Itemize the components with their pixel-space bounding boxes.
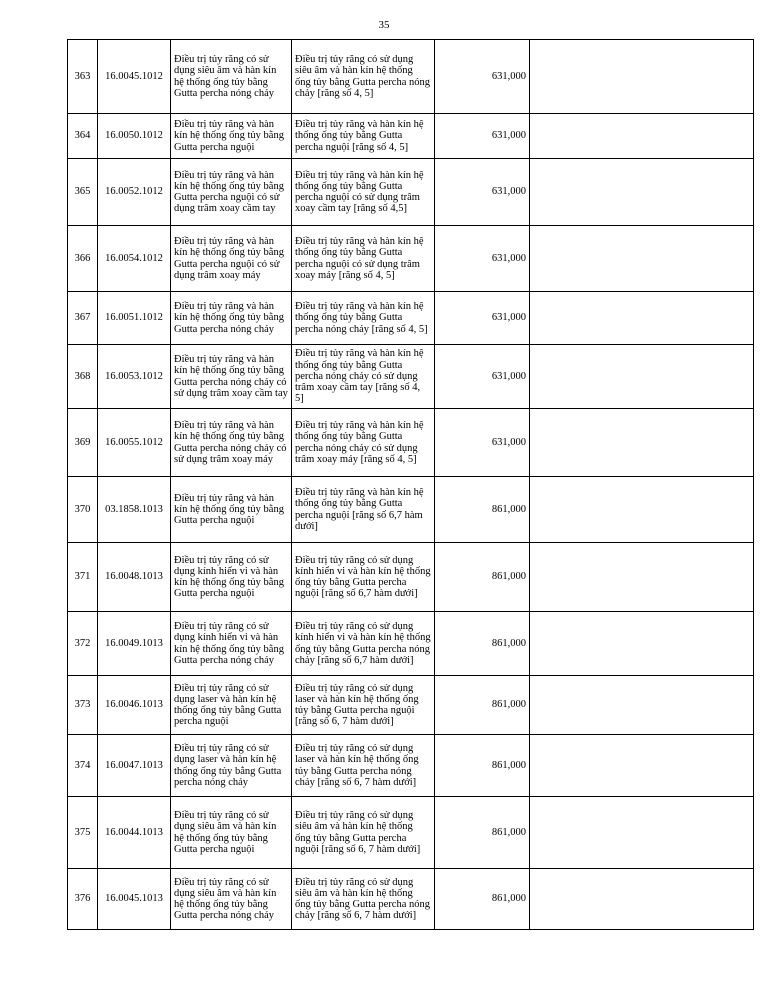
note	[530, 735, 754, 797]
service-code: 16.0048.1013	[98, 543, 171, 612]
price-table	[67, 39, 754, 930]
row-number: 365	[68, 159, 98, 226]
table-row	[68, 292, 754, 345]
table-row	[68, 477, 754, 543]
service-name: Điều trị tủy răng có sử dụng siêu âm và hàn kín hệ thống ống tủy bằng Gutta percha nóng chảy	[171, 40, 292, 114]
row-number: 376	[68, 869, 98, 930]
service-name: Điều trị tủy răng có sử dụng siêu âm và hàn kín hệ thống ống tủy bằng Gutta percha nóng chảy	[171, 869, 292, 930]
row-number: 368	[68, 345, 98, 409]
service-name: Điều trị tủy răng và hàn kín hệ thống ống tủy bằng Gutta percha nguội	[171, 477, 292, 543]
row-number: 363	[68, 40, 98, 114]
service-name: Điều trị tủy răng và hàn kín hệ thống ống tủy bằng Gutta percha nguội có sử dụng trâm xoay cầm tay	[171, 159, 292, 226]
note	[530, 159, 754, 226]
price: 631,000	[435, 226, 530, 292]
service-name-detail: Điều trị tủy răng và hàn kín hệ thống ống tủy bằng Gutta percha nguội [răng số 4, 5]	[292, 114, 435, 159]
row-number: 373	[68, 676, 98, 735]
service-name-detail: Điều trị tủy răng và hàn kín hệ thống ống tủy bằng Gutta percha nóng chảy [răng số 4, 5]	[292, 292, 435, 345]
service-name-detail: Điều trị tủy răng có sử dụng siêu âm và hàn kín hệ thống ống tủy bằng Gutta percha nóng chảy [răng số 6, 7 hàm dưới]	[292, 869, 435, 930]
service-name-detail: Điều trị tủy răng có sử dụng laser và hàn kín hệ thống ống tủy bằng Gutta percha nguội [răng số 6, 7 hàm dưới]	[292, 676, 435, 735]
table-row	[68, 797, 754, 869]
service-code: 03.1858.1013	[98, 477, 171, 543]
note	[530, 345, 754, 409]
service-code: 16.0051.1012	[98, 292, 171, 345]
table-row	[68, 676, 754, 735]
service-code: 16.0044.1013	[98, 797, 171, 869]
row-number: 366	[68, 226, 98, 292]
service-name-detail: Điều trị tủy răng có sử dụng kính hiển vi và hàn kín hệ thống ống tủy bằng Gutta percha nóng chảy [răng số 6,7 hàm dưới]	[292, 612, 435, 676]
note	[530, 612, 754, 676]
table-row	[68, 159, 754, 226]
service-name: Điều trị tủy răng và hàn kín hệ thống ống tủy bằng Gutta percha nguội	[171, 114, 292, 159]
table-row	[68, 409, 754, 477]
service-name-detail: Điều trị tủy răng và hàn kín hệ thống ống tủy bằng Gutta percha nóng chảy có sử dụng trâm xoay cầm tay [răng số 4, 5]	[292, 345, 435, 409]
service-name-detail: Điều trị tủy răng có sử dụng siêu âm và hàn kín hệ thống ống tủy bằng Gutta percha nóng chảy [răng số 4, 5]	[292, 40, 435, 114]
service-code: 16.0046.1013	[98, 676, 171, 735]
note	[530, 676, 754, 735]
table-row	[68, 114, 754, 159]
table-row	[68, 869, 754, 930]
service-name: Điều trị tủy răng và hàn kín hệ thống ống tủy bằng Gutta percha nóng chảy có sử dụng trâm xoay máy	[171, 409, 292, 477]
service-code: 16.0045.1013	[98, 869, 171, 930]
note	[530, 797, 754, 869]
price: 631,000	[435, 345, 530, 409]
service-name-detail: Điều trị tủy răng có sử dụng kính hiển vi và hàn kín hệ thống ống tủy bằng Gutta percha nguội [răng số 6,7 hàm dưới]	[292, 543, 435, 612]
price: 861,000	[435, 612, 530, 676]
service-name: Điều trị tủy răng và hàn kín hệ thống ống tủy bằng Gutta percha nóng chảy	[171, 292, 292, 345]
service-name: Điều trị tủy răng có sử dụng kính hiển vi và hàn kín hệ thống ống tủy bằng Gutta percha nóng chảy	[171, 612, 292, 676]
price: 631,000	[435, 292, 530, 345]
row-number: 370	[68, 477, 98, 543]
price: 861,000	[435, 869, 530, 930]
price: 631,000	[435, 409, 530, 477]
note	[530, 292, 754, 345]
note	[530, 40, 754, 114]
service-code: 16.0053.1012	[98, 345, 171, 409]
price: 631,000	[435, 159, 530, 226]
row-number: 375	[68, 797, 98, 869]
note	[530, 114, 754, 159]
service-name: Điều trị tủy răng và hàn kín hệ thống ống tủy bằng Gutta percha nguội có sử dụng trâm xoay máy	[171, 226, 292, 292]
note	[530, 869, 754, 930]
service-name-detail: Điều trị tủy răng và hàn kín hệ thống ống tủy bằng Gutta percha nóng chảy có sử dụng trâm xoay máy [răng số 4, 5]	[292, 409, 435, 477]
service-code: 16.0055.1012	[98, 409, 171, 477]
note	[530, 477, 754, 543]
price: 861,000	[435, 676, 530, 735]
note	[530, 226, 754, 292]
row-number: 372	[68, 612, 98, 676]
service-name: Điều trị tủy răng có sử dụng kính hiển vi và hàn kín hệ thống ống tủy bằng Gutta percha nguội	[171, 543, 292, 612]
table-row	[68, 543, 754, 612]
page-number: 35	[378, 19, 390, 31]
table-row	[68, 345, 754, 409]
note	[530, 543, 754, 612]
service-name-detail: Điều trị tủy răng và hàn kín hệ thống ống tủy bằng Gutta percha nguội [răng số 6,7 hàm dưới]	[292, 477, 435, 543]
row-number: 367	[68, 292, 98, 345]
service-name: Điều trị tủy răng có sử dụng laser và hàn kín hệ thống ống tủy bằng Gutta percha nóng chảy	[171, 735, 292, 797]
row-number: 371	[68, 543, 98, 612]
price: 861,000	[435, 543, 530, 612]
table-row	[68, 612, 754, 676]
service-name: Điều trị tủy răng và hàn kín hệ thống ống tủy bằng Gutta percha nóng chảy có sử dụng trâm xoay cầm tay	[171, 345, 292, 409]
row-number: 369	[68, 409, 98, 477]
price: 631,000	[435, 40, 530, 114]
table-row	[68, 40, 754, 114]
service-name-detail: Điều trị tủy răng có sử dụng laser và hàn kín hệ thống ống tủy bằng Gutta percha nóng chảy [răng số 6, 7 hàm dưới]	[292, 735, 435, 797]
table-row	[68, 735, 754, 797]
service-name-detail: Điều trị tủy răng có sử dụng siêu âm và hàn kín hệ thống ống tủy bằng Gutta percha nguội [răng số 6, 7 hàm dưới]	[292, 797, 435, 869]
service-name-detail: Điều trị tủy răng và hàn kín hệ thống ống tủy bằng Gutta percha nguội có sử dụng trâm xoay cầm tay [răng số 4,5]	[292, 159, 435, 226]
service-code: 16.0054.1012	[98, 226, 171, 292]
service-code: 16.0049.1013	[98, 612, 171, 676]
table-row	[68, 226, 754, 292]
service-code: 16.0052.1012	[98, 159, 171, 226]
row-number: 374	[68, 735, 98, 797]
row-number: 364	[68, 114, 98, 159]
price: 861,000	[435, 735, 530, 797]
service-code: 16.0045.1012	[98, 40, 171, 114]
price: 631,000	[435, 114, 530, 159]
service-name: Điều trị tủy răng có sử dụng laser và hàn kín hệ thống ống tủy bằng Gutta percha nguội	[171, 676, 292, 735]
service-name-detail: Điều trị tủy răng và hàn kín hệ thống ống tủy bằng Gutta percha nguội có sử dụng trâm xoay máy [răng số 4, 5]	[292, 226, 435, 292]
price: 861,000	[435, 797, 530, 869]
service-code: 16.0050.1012	[98, 114, 171, 159]
note	[530, 409, 754, 477]
service-name: Điều trị tủy răng có sử dụng siêu âm và hàn kín hệ thống ống tủy bằng Gutta percha nguội	[171, 797, 292, 869]
price: 861,000	[435, 477, 530, 543]
service-code: 16.0047.1013	[98, 735, 171, 797]
